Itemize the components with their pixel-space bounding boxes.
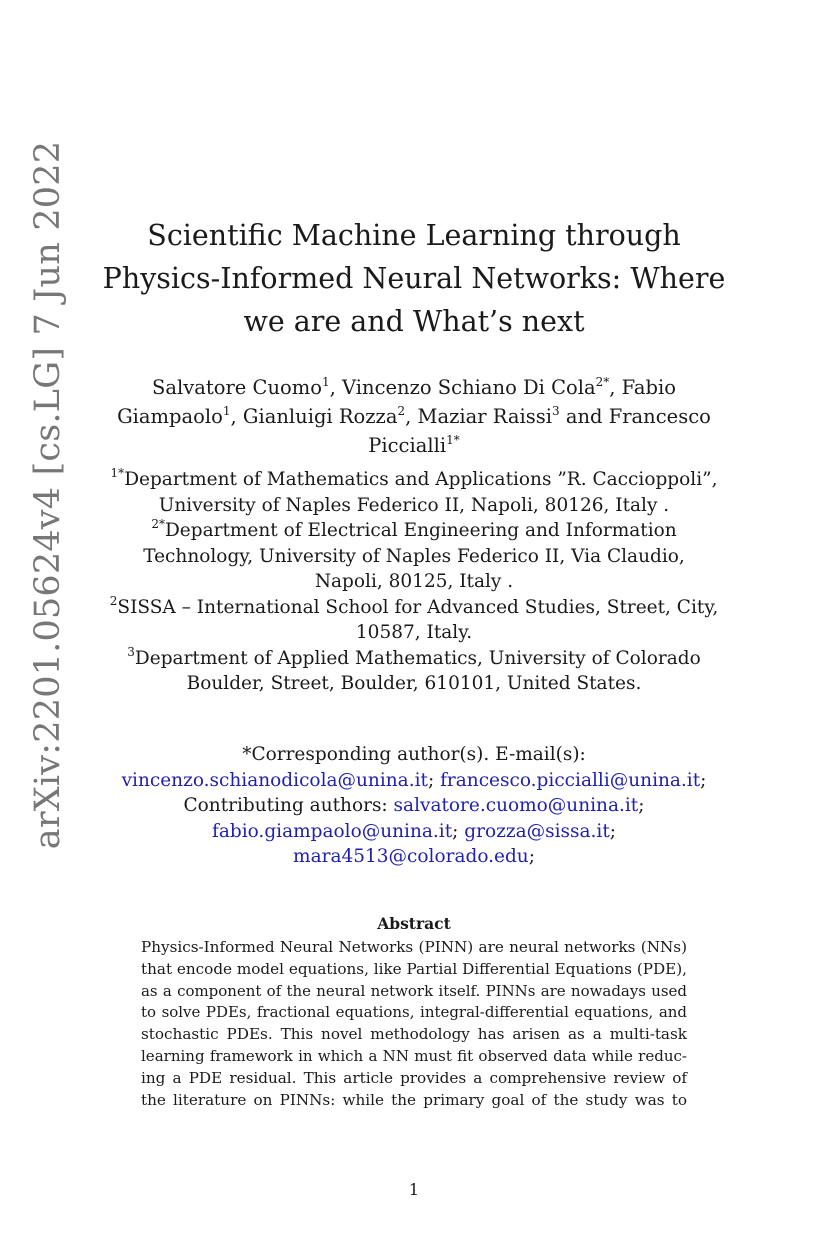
affiliation-text: Department of Applied Mathematics, University of Colorado (134, 647, 701, 669)
author-name: and Francesco (559, 405, 711, 428)
author-name: Salvatore Cuomo (152, 376, 322, 399)
author-name: Giampaolo (117, 405, 223, 428)
affiliation-text: Department of Electrical Engineering and Information (164, 520, 677, 541)
email-link[interactable]: francesco.piccialli@unina.it (440, 769, 701, 791)
affiliation-text: Boulder, Street, Boulder, 610101, United States. (186, 673, 642, 694)
affiliation-mark: 3 (127, 644, 135, 659)
separator: ; (528, 846, 535, 867)
separator: ; (452, 820, 465, 842)
abstract-line: learning framework in which a NN must fit observed data while reduc- (141, 1046, 687, 1065)
affiliation-text: 10587, Italy. (355, 622, 473, 643)
abstract-body (141, 937, 687, 1111)
abstract-line: ing a PDE residual. This article provides a comprehensive review of (141, 1068, 687, 1087)
abstract-line: the literature on PINNs: while the primary goal of the study was to (141, 1090, 687, 1109)
arxiv-id: arXiv:2201.05624v4 [cs.LG] 7 Jun 2022 (28, 140, 68, 850)
affiliation-mark: 2* (151, 517, 165, 531)
abstract-line: to solve PDEs, fractional equations, integral-differential equations, and (141, 1003, 687, 1022)
title-line: we are and What’s next (243, 305, 585, 338)
separator: ; (427, 769, 441, 791)
affiliation-text: University of Naples Federico II, Napoli, 80126, Italy . (158, 494, 670, 516)
corresponding-authors (100, 742, 728, 870)
affiliation-text: Technology, University of Naples Federico II, Via Claudio, (143, 545, 685, 567)
author-name: , Maziar Raissi (405, 405, 552, 428)
author-name: , Gianluigi Rozza (230, 405, 398, 428)
email-link[interactable]: salvatore.cuomo@unina.it (393, 795, 639, 816)
page-number: 1 (408, 1180, 420, 1199)
separator: ; (638, 795, 645, 816)
affiliation-text: SISSA – International School for Advanced Studies, Street, City, (117, 596, 719, 618)
author-affiliation-mark: 3 (552, 404, 560, 418)
affiliation-mark: 1* (110, 466, 125, 480)
author-affiliation-mark: 2 (397, 404, 406, 418)
affiliations (100, 467, 728, 697)
contributing-label: Contributing authors: (183, 795, 394, 816)
title-line: Physics-Informed Neural Networks: Where (102, 262, 726, 295)
author-list (100, 373, 728, 460)
author-affiliation-mark: 1 (222, 404, 231, 418)
abstract-line: Physics-Informed Neural Networks (PINN) are neural networks (NNs) (141, 938, 687, 956)
affiliation-mark: 2 (109, 593, 118, 608)
abstract-line: that encode model equations, like Partial Differential Equations (PDE), (141, 959, 687, 978)
title-line: Scientific Machine Learning through (147, 219, 681, 252)
affiliation-text: Napoli, 80125, Italy . (314, 571, 514, 592)
separator: ; (609, 820, 617, 842)
author-affiliation-mark: 1* (446, 433, 460, 447)
author-affiliation-mark: 2* (595, 375, 610, 389)
affiliation-text: Department of Mathematics and Applications ”R. Caccioppoli”, (124, 469, 718, 490)
abstract-line: stochastic PDEs. This novel methodology has arisen as a multi-task (141, 1025, 687, 1044)
author-name: Piccialli (368, 434, 447, 457)
email-link[interactable]: grozza@sissa.it (464, 820, 610, 842)
separator: ; (700, 769, 707, 791)
email-link[interactable]: fabio.giampaolo@unina.it (211, 820, 453, 842)
author-affiliation-mark: 1 (322, 375, 330, 389)
abstract-line: as a component of the neural network itself. PINNs are nowadays used (141, 981, 687, 1000)
author-name: , Vincenzo Schiano Di Cola (329, 376, 596, 399)
email-link[interactable]: mara4513@colorado.edu (293, 846, 529, 867)
corresponding-label: *Corresponding author(s). E-mail(s): (242, 744, 586, 765)
author-name: , Fabio (609, 376, 676, 399)
abstract-heading: Abstract (377, 914, 451, 933)
email-link[interactable]: vincenzo.schianodicola@unina.it (121, 769, 428, 791)
paper-title (100, 214, 728, 343)
